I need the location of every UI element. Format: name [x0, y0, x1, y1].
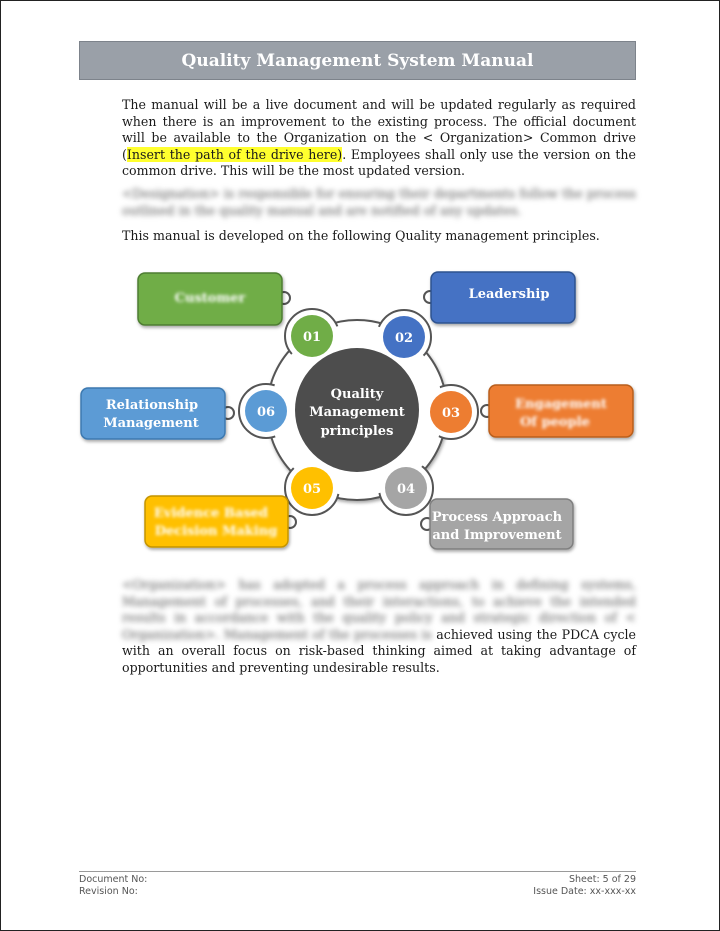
- page-title: Quality Management System Manual: [79, 41, 636, 80]
- label-relationship-line2: Management: [103, 416, 199, 431]
- label-engagement-line2: Of people: [520, 415, 590, 430]
- footer-issue-date: Issue Date: xx-xxx-xx: [533, 886, 636, 897]
- footer-divider: [79, 871, 636, 872]
- paragraph-text: . Employees shall only use the version on the common drive. This will be the most updated version.: [122, 146, 636, 178]
- paragraph-principles-intro: This manual is developed on the following Quality management principles.: [122, 228, 600, 243]
- number-01: 01: [302, 330, 322, 345]
- blurred-text: <Organization> has adopted a process approach in defining systems, Management of processes, and their interactions, to achieve the intended results in accordance with the quality policy and strategic direction of < Organization>. Management of the processes is: [122, 577, 636, 642]
- number-03: 03: [441, 406, 461, 421]
- center-label-line2: Management: [309, 405, 405, 420]
- label-evidence-line2: Decision Making: [154, 524, 278, 539]
- paragraph-text: achieved using the PDCA cycle with an overall focus on risk-based thinking aimed at taking advantage of opportunities and preventing undesirable results.: [122, 626, 636, 675]
- label-engagement-line1: Engagement: [515, 397, 607, 412]
- label-relationship-line1: Relationship: [105, 398, 199, 413]
- number-06: 06: [256, 405, 276, 420]
- footer-revision-no: Revision No:: [79, 886, 138, 897]
- label-customer: Customer: [174, 291, 246, 306]
- label-leadership: Leadership: [468, 287, 550, 302]
- center-label-line1: Quality: [330, 387, 384, 402]
- box-evidence: [145, 496, 288, 547]
- paragraph-process-approach: [122, 577, 636, 676]
- footer-document-no: Document No:: [79, 874, 148, 885]
- center-label-line3: principles: [320, 424, 394, 439]
- footer-sheet: Sheet: 5 of 29: [568, 874, 636, 885]
- label-process-line1: Process Approach: [431, 510, 563, 525]
- box-relationship: [81, 388, 225, 439]
- label-evidence-line1: Evidence Based: [153, 506, 269, 521]
- number-05: 05: [302, 482, 322, 497]
- label-process-line2: and Improvement: [432, 528, 562, 543]
- number-02: 02: [394, 331, 414, 346]
- highlighted-placeholder: Insert the path of the drive here): [126, 146, 343, 162]
- blurred-paragraph-designation: <Designation> is responsible for ensuring their departments follow the process outlined in the quality manual and are notified of any updates.: [122, 186, 636, 218]
- number-04: 04: [396, 482, 416, 497]
- paragraph-text: The manual will be a live document and will be updated regularly as required when there is an improvement to the existing process. The official document will be available to the Organization on the < Organization> Common drive (: [122, 97, 636, 162]
